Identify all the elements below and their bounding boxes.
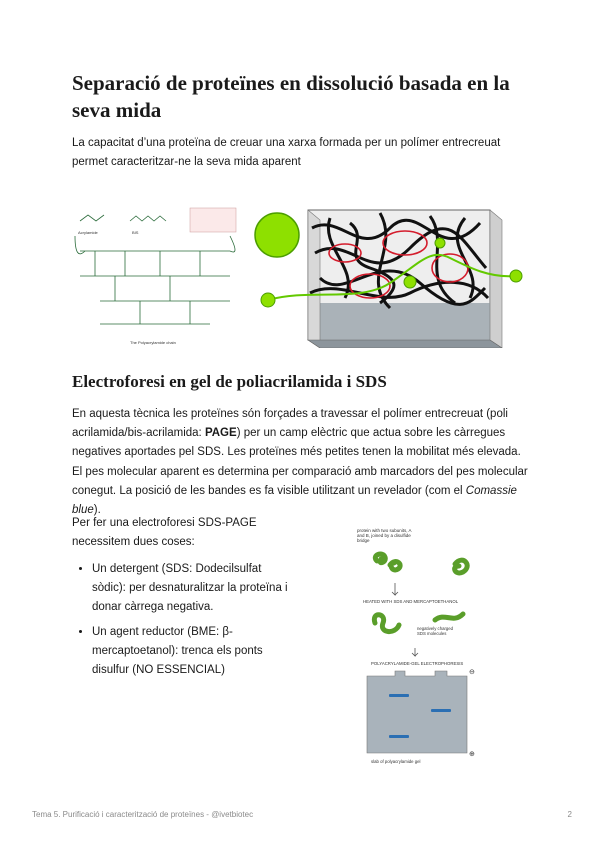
requirements-block (72, 514, 297, 686)
requirements-intro: Per fer una electroforesi SDS-PAGE necessitem dues coses: (72, 517, 257, 548)
paragraph-molecular-weight: El pes molecular aparent es determina per comparació amb marcadors del pes molecular conegut. La posició de les bandes es fa visible utilitzant un revelador (com el Comassie blue). (72, 466, 528, 516)
list-item: • Un detergent (SDS: Dodecilsulfat sòdic): per desnaturalitzar la proteïna i donar càrrega negativa. (92, 560, 297, 617)
paragraph-technique: En aquesta tècnica les proteïnes són forçades a travessar el polímer entrecreuat (poli acrilamida/bis-acrilamida: PAGE) per un camp elèctric que actua sobre les càrregues negatives aportades pel SDS. Les proteïnes més petites tenen la mobilitat més elevada. (72, 408, 521, 458)
footer-text: Tema 5. Purificació i caracterització de proteïnes - @ivetbiotec (32, 810, 254, 819)
sds-page-diagram (355, 528, 483, 768)
chain-caption: The Polyacrylamide chain (130, 340, 176, 345)
list-item: • Un agent reductor (BME: β-mercaptoetanol): trenca els ponts disulfur (NO ESSENCIAL) (92, 623, 297, 680)
label-slab: slab of polyacrylamide gel (371, 759, 421, 764)
label-sds: negatively charged SDS molecules (417, 626, 454, 636)
section-heading: Electroforesi en gel de poliacrilamida i SDS (72, 372, 387, 391)
polyacrylamide-chemistry-figure (70, 206, 240, 348)
requirements-list (72, 560, 297, 680)
intro-paragraph: La capacitat d’una proteïna de creuar una xarxa formada per un polímer entrecreuat permet caracteritzar-ne la seva mida aparent (72, 137, 501, 168)
svg-text:Acrylamide: Acrylamide (78, 230, 98, 235)
minus-electrode: ⊖ (469, 669, 475, 676)
gel-network-figure (250, 208, 525, 348)
svg-text:BIS: BIS (132, 230, 139, 235)
page-number: 2 (567, 810, 572, 819)
large-protein-sphere (255, 213, 299, 257)
label-page: POLYACRYLAMIDE-GEL ELECTROPHORESIS (371, 661, 464, 666)
page-footer (32, 810, 572, 819)
plus-electrode: ⊕ (469, 751, 475, 758)
label-heated: HEATED WITH SDS AND MERCAPTOETHANOL (363, 599, 459, 604)
label-top: protein with two subunits, A and B, joined by a disulfide bridge (357, 528, 412, 544)
page-title: Separació de proteïnes en dissolució basada en la seva mida (72, 71, 510, 122)
